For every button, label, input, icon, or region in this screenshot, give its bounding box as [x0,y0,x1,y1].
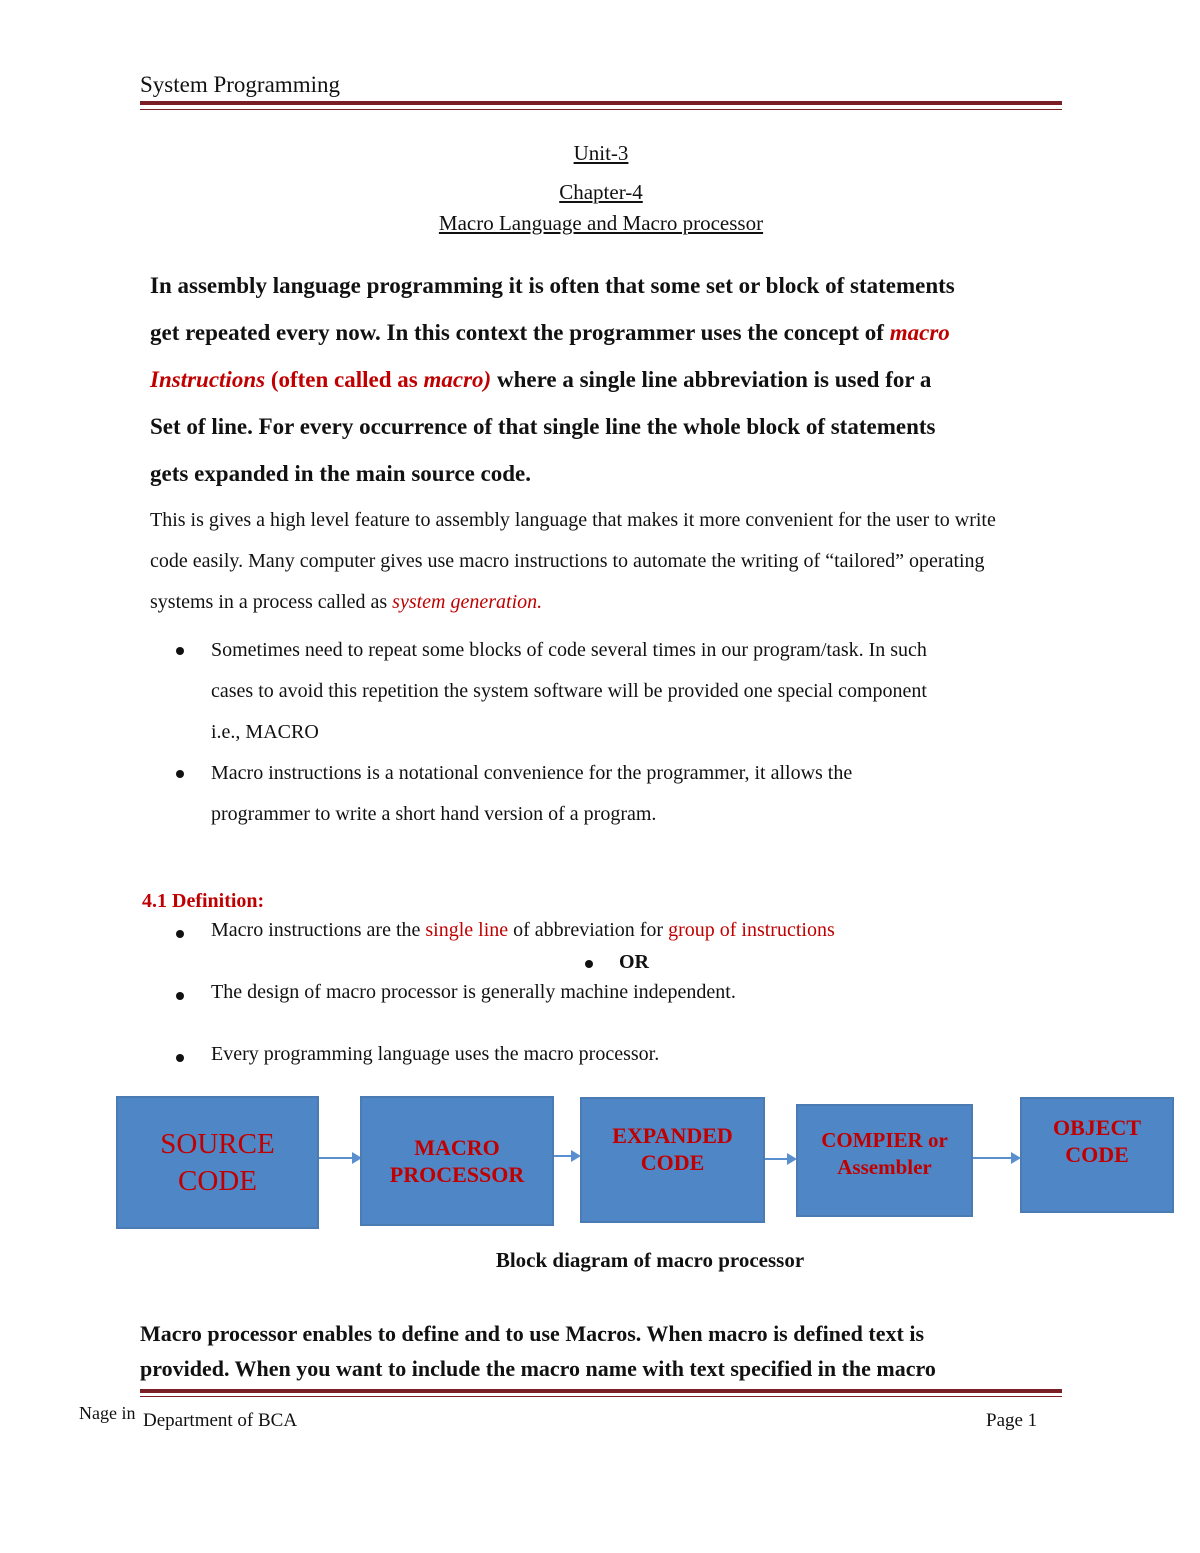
diagram-caption: Block diagram of macro processor [495,1248,805,1272]
bullet-notational: Macro instructions is a notational convenience for the programmer, it allows the programmer to write a short hand version of a program. [211,762,853,825]
intro-line-5: gets expanded in the main source code. [150,461,531,486]
intro-paragraph [150,262,1080,497]
footer-rule-thick [140,1389,1062,1393]
system-generation-term: system generation. [392,591,543,613]
intro-line-2: get repeated every now. In this context the programmer uses the concept of macro [150,320,950,345]
bullet-dot [176,770,184,778]
arrow-line [319,1157,355,1159]
bullet-dot [176,930,184,938]
feature-line-1: This is gives a high level feature to assembly language that makes it more convenient for the user to write [150,509,996,531]
intro-line-3: Instructions (often called as macro) where a single line abbreviation is used for a [150,367,932,392]
object-code-box: OBJECT CODE [1020,1097,1174,1213]
intro-line-1: In assembly language programming it is often that some set or block of statements [150,273,955,298]
feature-line-2: code easily. Many computer gives use macro instructions to automate the writing of “tailored” operating [150,550,985,572]
instructions-term: Instructions [150,367,266,392]
intro-line-4: Set of line. For every occurrence of that single line the whole block of statements [150,414,936,439]
definition-item-3: Every programming language uses the macro processor. [211,1043,660,1065]
bullet-repeat-code: Sometimes need to repeat some blocks of code several times in our program/task. In such cases to avoid this repetition the system software will be provided one special component i.e., MACRO [211,639,927,743]
definition-item-1: Macro instructions are the single line of abbreviation for group of instructions [211,919,835,941]
definition-or: OR [619,951,649,973]
page-header-title: System Programming [140,72,340,97]
arrow-line [765,1158,789,1160]
expanded-code-box: EXPANDED CODE [580,1097,765,1223]
feature-line-3: systems in a process called as system generation. [150,591,543,613]
footer-page-number: Page 1 [986,1410,1038,1431]
bullet-dot [176,647,184,655]
chapter-title: Chapter-4 [559,180,643,204]
closing-line-1: Macro processor enables to define and to use Macros. When macro is defined text is [140,1321,925,1346]
definition-heading: 4.1 Definition: [142,890,265,912]
macro-term: macro [889,320,950,345]
header-rule-thin [140,109,1062,110]
closing-paragraph [140,1316,1080,1386]
footer-rule-thin [140,1396,1062,1397]
closing-line-2: provided. When you want to include the macro name with text specified in the macro [140,1356,936,1381]
header-rule-thick [140,101,1062,105]
macro-processor-box: MACRO PROCESSOR [360,1096,554,1226]
bullet-dot [176,1054,184,1062]
footer-prefix: Nage in [79,1403,136,1423]
feature-paragraph [150,500,1160,623]
definition-item-2: The design of macro processor is generally machine independent. [211,981,736,1003]
arrow-line [973,1157,1013,1159]
bullet-dot [176,992,184,1000]
compiler-box: COMPIER or Assembler [796,1104,973,1217]
footer-department: Department of BCA [143,1410,298,1431]
unit-title: Unit-3 [573,141,629,165]
source-code-box: SOURCE CODE [116,1096,319,1229]
bullet-dot [585,960,593,968]
topic-title: Macro Language and Macro processor [438,211,764,235]
